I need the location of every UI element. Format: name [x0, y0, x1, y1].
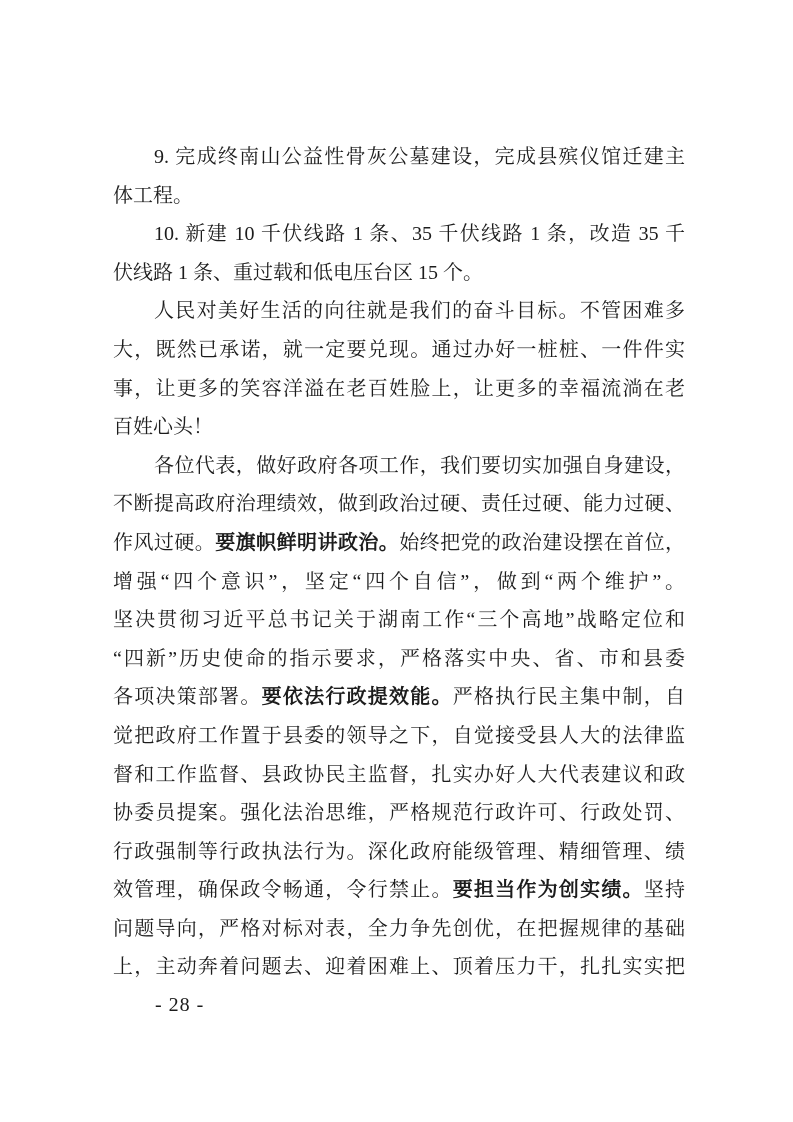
body-text — [113, 138, 685, 987]
text-line — [113, 138, 685, 177]
text-line — [113, 601, 685, 640]
text-line — [113, 215, 685, 254]
text-segment: 各项决策部署。 — [113, 686, 262, 709]
text-segment: 不断提高政府治理绩效，做到政治过硬、责任过硬、能力过硬、 — [113, 493, 685, 516]
text-segment: 增强“四个意识”，坚定“四个自信”，做到“两个维护”。 — [113, 570, 685, 593]
text-line — [113, 524, 685, 563]
text-segment: 作风过硬。 — [113, 531, 216, 554]
text-segment: 行政强制等行政执法行为。深化政府能级管理、精细管理、绩 — [113, 840, 685, 863]
text-segment: 事，让更多的笑容洋溢在老百姓脸上，让更多的幸福流淌在老 — [113, 377, 685, 400]
text-segment: 各位代表，做好政府各项工作，我们要切实加强自身建设， — [154, 454, 685, 477]
text-segment: “四新”历史使命的指示要求，严格落实中央、省、市和县委 — [113, 647, 685, 670]
text-line — [113, 794, 685, 833]
text-line — [113, 910, 685, 949]
text-segment: 问题导向，严格对标对表，全力争先创优，在把握规律的基础 — [113, 917, 685, 940]
text-line — [113, 833, 685, 872]
text-line — [113, 254, 685, 293]
text-line — [113, 447, 685, 486]
text-line — [113, 756, 685, 795]
bold-emphasis-segment: 要依法行政提效能。 — [261, 686, 453, 709]
bold-emphasis-segment: 要旗帜鲜明讲政治。 — [215, 531, 400, 554]
text-segment: 体工程。 — [113, 184, 193, 207]
page-number: - 28 - — [155, 994, 205, 1016]
text-segment: 10. 新建 10 千伏线路 1 条、35 千伏线路 1 条，改造 35 千 — [154, 223, 685, 246]
text-segment: 9. 完成终南山公益性骨灰公墓建设，完成县殡仪馆迁建主 — [154, 146, 685, 168]
text-segment: 大，既然已承诺，就一定要兑现。通过办好一桩桩、一件件实 — [113, 338, 685, 361]
text-segment: 上，主动奔着问题去、迎着困难上、顶着压力干，扎扎实实把 — [113, 956, 685, 979]
bold-emphasis-segment: 要担当作为创实绩。 — [452, 879, 644, 902]
text-segment: 严格执行民主集中制，自 — [452, 686, 686, 709]
text-line — [113, 717, 685, 756]
text-line — [113, 640, 685, 679]
text-line — [113, 563, 685, 602]
text-segment: 百姓心头！ — [113, 416, 213, 439]
text-segment: 督和工作监督、县政协民主监督，扎实办好人大代表建议和政 — [113, 763, 685, 786]
text-segment: 坚持 — [643, 879, 686, 902]
text-segment: 伏线路 1 条、重过载和低电压台区 15 个。 — [113, 261, 483, 284]
text-line — [113, 948, 685, 987]
text-segment: 觉把政府工作置于县委的领导之下，自觉接受县人大的法律监 — [113, 724, 685, 747]
text-line — [113, 370, 685, 409]
text-segment: 坚决贯彻习近平总书记关于湖南工作“三个高地”战略定位和 — [113, 609, 685, 632]
text-line — [113, 408, 685, 447]
text-line — [113, 292, 685, 331]
text-line — [113, 871, 685, 910]
text-segment: 协委员提案。强化法治思维，严格规范行政许可、行政处罚、 — [113, 802, 685, 825]
text-line — [113, 485, 685, 524]
text-line — [113, 678, 685, 717]
text-segment: 效管理，确保政令畅通，令行禁止。 — [113, 879, 453, 902]
text-line — [113, 331, 685, 370]
text-line — [113, 177, 685, 216]
text-segment: 始终把党的政治建设摆在首位， — [399, 531, 686, 554]
text-segment: 人民对美好生活的向往就是我们的奋斗目标。不管困难多 — [154, 300, 685, 323]
